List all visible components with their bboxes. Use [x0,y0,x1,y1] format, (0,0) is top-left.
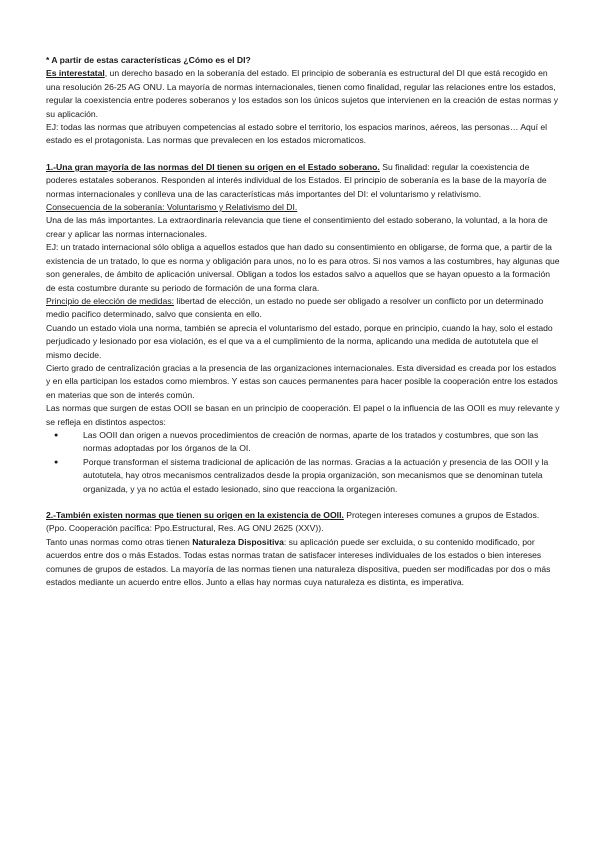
choice-title: Principio de elección de medidas: [46,295,175,306]
section-2-text: Protegen intereses comunes a grupos de Estados. (Ppo. Cooperación pacífica: Ppo.Estructural, Res. AG ONU 2625 (XXV)). [46,510,540,534]
paragraph-treaty-example: EJ: un tratado internacional sólo obliga a aquellos estados que han dado su consentimiento en obligarse, de forma que, a partir de la existencia de un tratado, lo que es norma y obligación para unos, no lo es para otros. Si nos vamos a las costumbres, hay algunas que son generales, de ámbito de aplicación universal. Obligan a todos los estados salvo a aquellos que se hayan opuesto a la formación de esta costumbre durante su periodo de formación de una forma clara. [46,242,560,293]
paragraph-dispositive [46,536,560,590]
paragraph-violation: Cuando un estado viola una norma, también se aprecia el voluntarismo del estado, porque en principio, cuando la hay, solo el estado perjudicado y lesionado por esa violación, es el que va a el cumplimiento de la norma, aplicando una medida de autotutela que el mismo decide. [46,322,553,360]
section-1-text: Su finalidad: regular la coexistencia de poderes estatales soberanos. Responden al interés individual de los Estados. El principio de soberanía es la base de la mayoría de normas internacionales y conlleva una de las características más importantes del DI: el voluntarismo y relativismo. [46,161,547,199]
list-item: ● Porque transforman el sistema tradicional de aplicación de las normas. Gracias a la actuación y presencia de las OOII y la autotutela, hay otros mecanismos centralizados desde la propia organización, son mecanismos que se denominan tutela organizada, y ya no actúa el estado lesionado, sino que reacciona la organización. [83,456,560,496]
section-2-title: 2.-También existen normas que tienen su origen en la existencia de OOII. [46,510,344,520]
document-page [46,54,560,589]
paragraph-consent: Una de las más importantes. La extraordinaria relevancia que tiene el consentimiento del estado soberano, la voluntad, a la hora de crear y aplicar las normas internacionales. [46,215,548,239]
paragraph-interstate [46,67,560,121]
section-2-intro [46,509,560,536]
section-1-title: 1.-Una gran mayoría de las normas del DI tienen su origen en el Estado soberano. [46,161,380,172]
paragraph-oo-norms: Las normas que surgen de estas OOII se basan en un principio de cooperación. El papel o la influencia de las OOII es muy relevante y se refleja en distintos aspectos: [46,403,560,427]
choice-text: libertad de elección, un estado no puede ser obligado a resolver un conflicto por un determinado medio pacifico determinado, salvo que consienta en ello. [46,295,544,320]
section-1-intro [46,161,560,201]
dispositive-text: : su aplicación puede ser excluida, o su contenido modificado, por acuerdos entre dos o más Estados. Todas estas normas tratan de satisfacer intereses individuales de los estados o bien intereses comunes de grupos de estados. La mayoría de las normas tienen una naturaleza dispositiva, pueden ser modificadas por dos o más estados mediante un acuerdo entre ellos. Junto a ellas hay normas cuya naturaleza es distinta, es imperativa. [46,536,551,588]
paragraph-example: EJ: todas las normas que atribuyen competencias al estado sobre el territorio, los espacios marinos, aéreos, las personas… Aquí el estado es el protagonista. Las normas que prevalecen en los estados micromaticos. [46,122,548,146]
term-naturaleza-dispositiva: Naturaleza Dispositiva [192,536,284,547]
section-heading: * A partir de estas características ¿Cómo es el DI? [46,55,251,65]
paragraph-text: , un derecho basado en la soberanía del estado. El principio de soberanía es estructural del DI que está recogido en una resolución 26-25 AG ONU. La mayoría de normas internacionales, tienen como finalidad, regular las relaciones entre los estados, regular la coexistencia entre poderes soberanos y los estados son los únicos sujetos que intervienen en la creación de estas normas y su aplicación. [46,68,559,119]
spacer [46,496,560,509]
paragraph-choice [46,295,560,322]
consequence-title: Consecuencia de la soberanía: Voluntarismo y Relativismo del DI. [46,202,298,213]
spacer [46,148,560,161]
term-interestatal: Es interestatal [46,68,105,79]
dispositive-intro: Tanto unas normas como otras tienen [46,536,193,547]
bullet-list [46,429,560,496]
paragraph-centralization: Cierto grado de centralización gracias a la presencia de las organizaciones internacionales. Esta diversidad es creada por los estados y en ella participan los estados como miembros. Y estas son cauces permanentes para hacer posible la cooperación entre los estados en materias que son de interés común. [46,362,558,400]
list-item: ● Las OOII dan origen a nuevos procedimientos de creación de normas, aparte de los tratados y costumbres, que son las normas adoptadas por los órganos de la OI. [83,429,560,456]
